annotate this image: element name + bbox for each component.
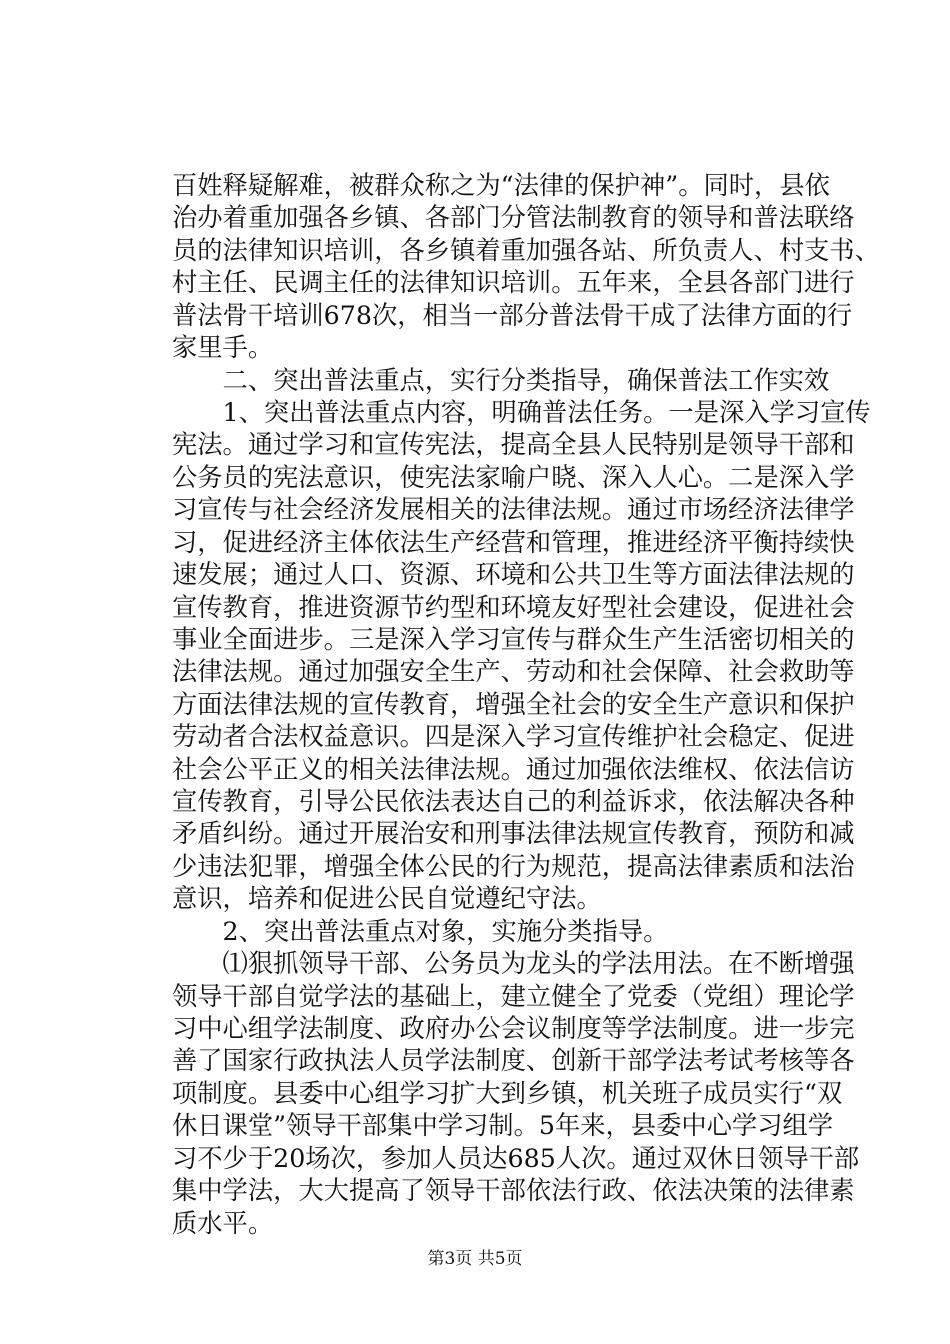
text-line: 项制度。县委中心组学习扩大到乡镇，机关班子成员实行“双 — [172, 1078, 843, 1108]
text-line: 村主任、民调主任的法律知识培训。五年来，全县各部门进行 — [172, 268, 855, 298]
text-line: 公务员的宪法意识，使宪法家喻户晓、深入人心。二是深入学 — [172, 462, 855, 492]
text-line: 劳动者合法权益意识。四是深入学习宣传维护社会稳定、促进 — [172, 722, 855, 752]
text-line: 宣传教育，引导公民依法表达自己的利益诉求，依法解决各种 — [172, 787, 855, 817]
text-line: 休日课堂”领导干部集中学习制。5年来，县委中心学习组学 — [172, 1111, 834, 1141]
section-heading: 二、突出普法重点，实行分类指导，确保普法工作实效 — [172, 365, 830, 395]
text-line: 质水平。 — [172, 1208, 274, 1238]
text-line: 少违法犯罪，增强全体公民的行为规范，提高法律素质和法治 — [172, 851, 855, 881]
text-line: 矛盾纠纷。通过开展治安和刑事法律法规宣传教育，预防和减 — [172, 819, 855, 849]
text-line: 1、突出普法重点内容，明确普法任务。一是深入学习宣传 — [172, 397, 871, 427]
text-line: 家里手。 — [172, 333, 274, 363]
text-line: 意识，培养和促进公民自觉遵纪守法。 — [172, 884, 602, 914]
page-footer: 第3页 共5页 — [427, 1249, 523, 1269]
subsection-heading: 2、突出普法重点对象，实施分类指导。 — [172, 916, 669, 946]
text-line: 百姓释疑解难，被群众称之为“法律的保护神”。同时，县依 — [172, 171, 830, 200]
text-line: 善了国家行政执法人员学法制度、创新干部学法考试考核等各 — [172, 1046, 855, 1076]
text-line: 方面法律法规的宣传教育，增强全社会的安全生产意识和保护 — [172, 689, 855, 719]
text-line: 事业全面进步。三是深入学习宣传与群众生产生活密切相关的 — [172, 624, 855, 654]
text-line: 治办着重加强各乡镇、各部门分管法制教育的领导和普法联络 — [172, 203, 855, 233]
text-line: 习中心组学法制度、政府办公会议制度等学法制度。进一步完 — [172, 1014, 855, 1044]
text-line: 速发展；通过人口、资源、环境和公共卫生等方面法律法规的 — [172, 560, 855, 590]
text-line: 宣传教育，推进资源节约型和环境友好型社会建设，促进社会 — [172, 592, 855, 622]
text-line: 习不少于20场次，参加人员达685人次。通过双休日领导干部 — [172, 1143, 860, 1173]
text-line: 宪法。通过学习和宣传宪法，提高全县人民特别是领导干部和 — [172, 430, 855, 460]
text-line: 法律法规。通过加强安全生产、劳动和社会保障、社会救助等 — [172, 657, 855, 687]
text-line: ⑴狠抓领导干部、公务员为龙头的学法用法。在不断增强 — [172, 949, 855, 979]
text-line: 习宣传与社会经济发展相关的法律法规。通过市场经济法律学 — [172, 495, 855, 525]
text-line: 社会公平正义的相关法律法规。通过加强依法维权、依法信访 — [172, 754, 855, 784]
text-line: 习，促进经济主体依法生产经营和管理，推进经济平衡持续快 — [172, 527, 855, 557]
text-line: 集中学法，大大提高了领导干部依法行政、依法决策的法律素 — [172, 1176, 855, 1206]
text-line: 普法骨干培训678次，相当一部分普法骨干成了法律方面的行 — [172, 300, 853, 330]
text-line: 员的法律知识培训，各乡镇着重加强各站、所负责人、村支书、 — [172, 235, 880, 265]
text-line: 领导干部自觉学法的基础上，建立健全了党委（党组）理论学 — [172, 981, 855, 1011]
